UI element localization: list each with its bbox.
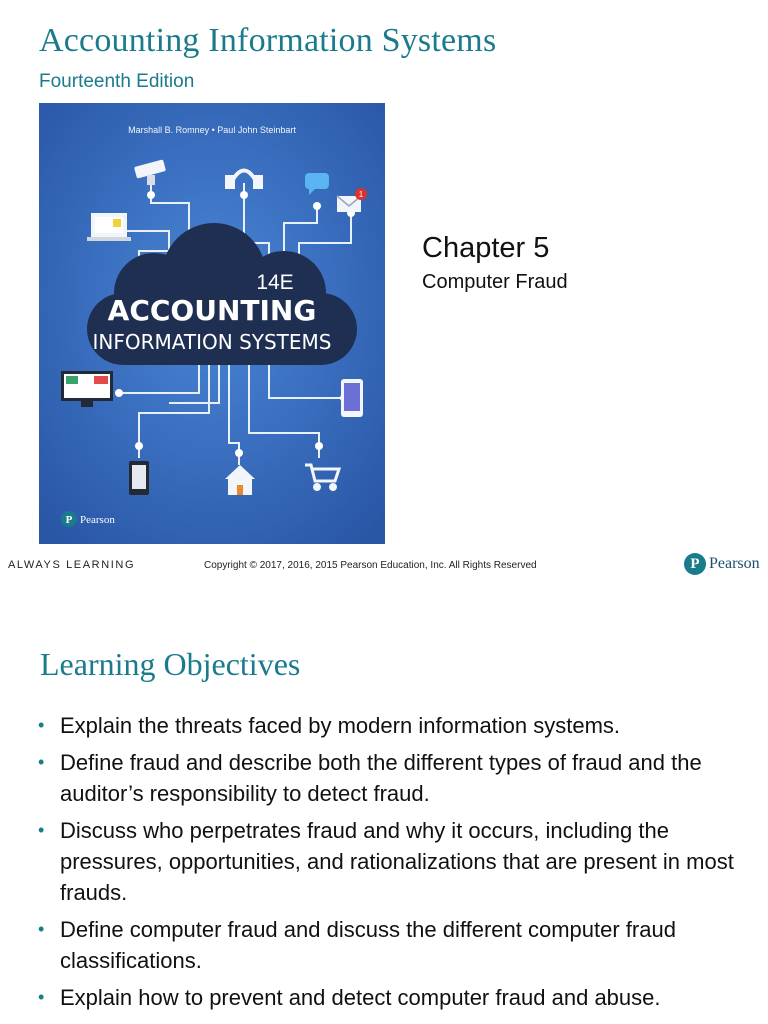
bullet-icon: •	[38, 987, 45, 1007]
slide-divider	[0, 580, 768, 600]
cover-title-line2: INFORMATION SYSTEMS	[92, 330, 332, 354]
objective-item: • Define fraud and describe both the different types of fraud and the auditor’s responsibility to detect fraud.	[38, 747, 748, 809]
objective-item: • Discuss who perpetrates fraud and why it occurs, including the pressures, opportunities, and rationalizations that are present in most frauds.	[38, 815, 748, 908]
svg-text:Pearson: Pearson	[80, 514, 115, 526]
book-title: Accounting Information Systems	[39, 22, 497, 59]
bullet-icon: •	[38, 820, 45, 840]
laptop-icon	[87, 213, 131, 241]
bullet-icon: •	[38, 752, 45, 772]
tablet-icon	[341, 379, 363, 417]
objectives-title: Learning Objectives	[40, 646, 301, 682]
pearson-logo-text: Pearson	[709, 555, 760, 572]
pearson-logo	[684, 553, 760, 575]
edition-label: Fourteenth Edition	[39, 71, 195, 92]
objective-item: • Explain how to prevent and detect computer fraud and abuse.	[38, 982, 748, 1013]
footer-copyright: Copyright © 2017, 2016, 2015 Pearson Education, Inc. All Rights Reserved	[204, 560, 537, 571]
objective-item: • Explain the threats faced by modern information systems.	[38, 710, 748, 741]
notification-badge: 1	[358, 190, 364, 199]
footer-tagline: ALWAYS LEARNING	[8, 559, 136, 571]
svg-text:P: P	[65, 514, 73, 526]
cover-edition-badge: 14E	[256, 271, 294, 294]
cover-authors: Marshall B. Romney • Paul John Steinbart	[128, 125, 296, 135]
cover-title-line1: ACCOUNTING	[107, 294, 317, 327]
chapter-heading: Chapter 5	[422, 232, 550, 264]
bullet-icon: •	[38, 715, 45, 735]
bullet-icon: •	[38, 919, 45, 939]
cover-publisher-logo	[61, 511, 115, 527]
book-cover	[39, 103, 385, 544]
pearson-logo-icon: P	[684, 553, 706, 575]
objectives-list	[38, 710, 748, 1019]
objectives-slide	[0, 600, 768, 1024]
objective-item: • Define computer fraud and discuss the different computer fraud classifications.	[38, 914, 748, 976]
phone-icon	[129, 461, 149, 495]
chapter-subtitle: Computer Fraud	[422, 271, 568, 293]
